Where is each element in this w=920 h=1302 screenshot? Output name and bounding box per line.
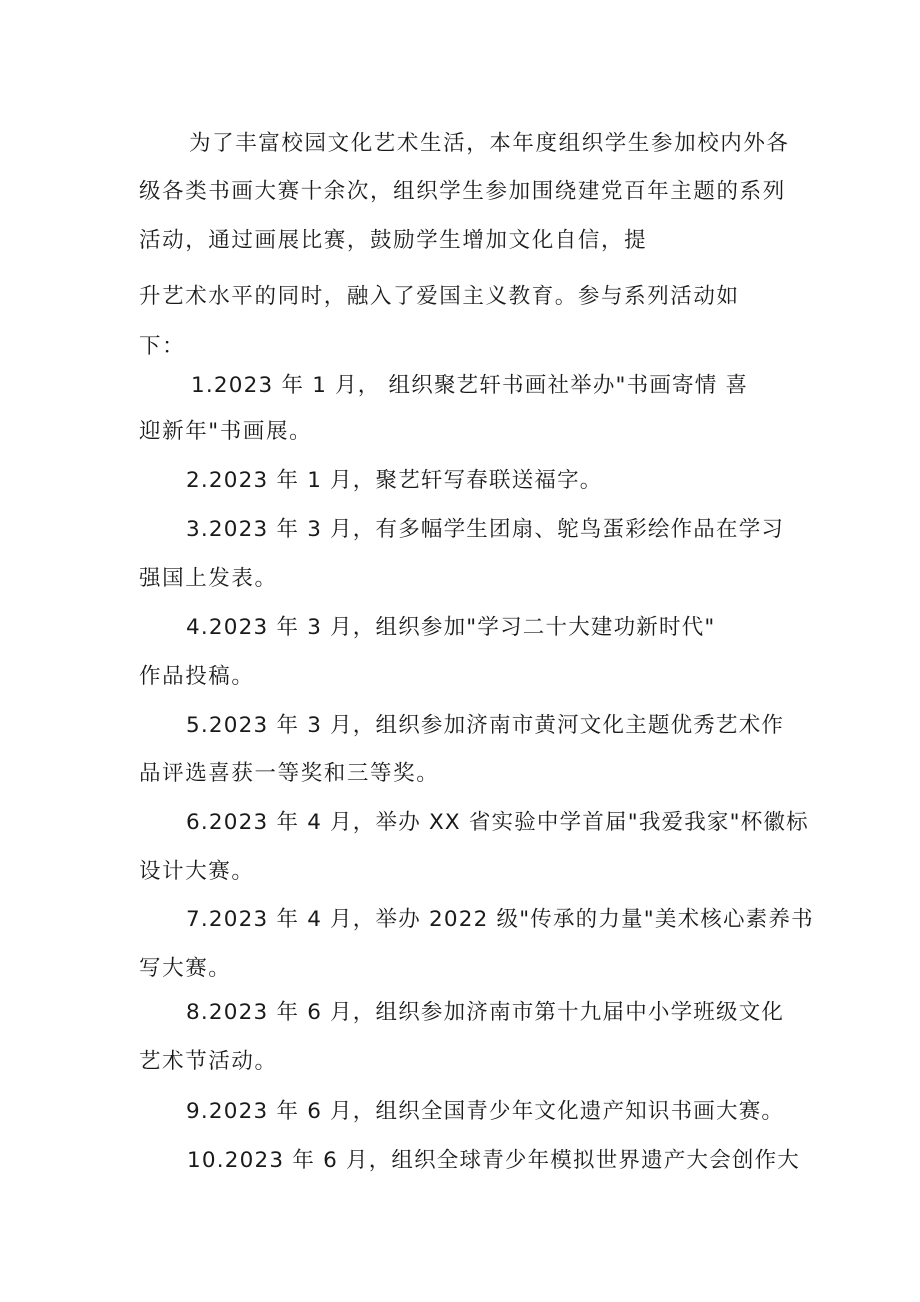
list-item-1-line-1: 1.2023 年 1 月， 组织聚艺轩书画社举办"书画寄情 喜 bbox=[191, 373, 749, 398]
list-item-4-line-1: 4.2023 年 3 月，组织参加"学习二十大建功新时代" bbox=[186, 615, 716, 640]
list-item-8-line-1: 8.2023 年 6 月，组织参加济南市第十九届中小学班级文化 bbox=[186, 1000, 785, 1025]
intro-line-2: 级各类书画大赛十余次，组织学生参加围绕建党百年主题的系列 bbox=[139, 179, 786, 204]
list-item-1-line-2: 迎新年"书画展。 bbox=[139, 419, 313, 444]
list-item-5-line-1: 5.2023 年 3 月，组织参加济南市黄河文化主题优秀艺术作 bbox=[186, 713, 785, 738]
list-item-2-line-1: 2.2023 年 1 月，聚艺轩写春联送福字。 bbox=[186, 468, 603, 493]
intro-line-3: 活动，通过画展比赛，鼓励学生增加文化自信，提 bbox=[139, 228, 648, 253]
list-item-4-line-2: 作品投稿。 bbox=[139, 664, 255, 689]
list-item-7-line-1: 7.2023 年 4 月，举办 2022 级"传承的力量"美术核心素养书 bbox=[186, 907, 814, 932]
list-item-3-line-1: 3.2023 年 3 月，有多幅学生团扇、鸵鸟蛋彩绘作品在学习 bbox=[186, 517, 785, 542]
list-item-3-line-2: 强国上发表。 bbox=[139, 566, 278, 591]
list-item-7-line-2: 写大赛。 bbox=[139, 956, 232, 981]
list-item-10-line-1: 10.2023 年 6 月，组织全球青少年模拟世界遗产大会创作大 bbox=[187, 1148, 800, 1173]
list-item-5-line-2: 品评选喜获一等奖和三等奖。 bbox=[139, 761, 440, 786]
intro-line-5: 下： bbox=[139, 334, 186, 359]
list-item-8-line-2: 艺术节活动。 bbox=[139, 1049, 278, 1074]
intro-line-1: 为了丰富校园文化艺术生活，本年度组织学生参加校内外各 bbox=[189, 131, 790, 156]
list-item-9-line-1: 9.2023 年 6 月，组织全国青少年文化遗产知识书画大赛。 bbox=[186, 1099, 785, 1124]
intro-line-4: 升艺术水平的同时，融入了爱国主义教育。参与系列活动如 bbox=[139, 284, 740, 309]
list-item-6-line-2: 设计大赛。 bbox=[139, 859, 255, 884]
list-item-6-line-1: 6.2023 年 4 月，举办 XX 省实验中学首届"我爱我家"杯徽标 bbox=[186, 810, 809, 835]
